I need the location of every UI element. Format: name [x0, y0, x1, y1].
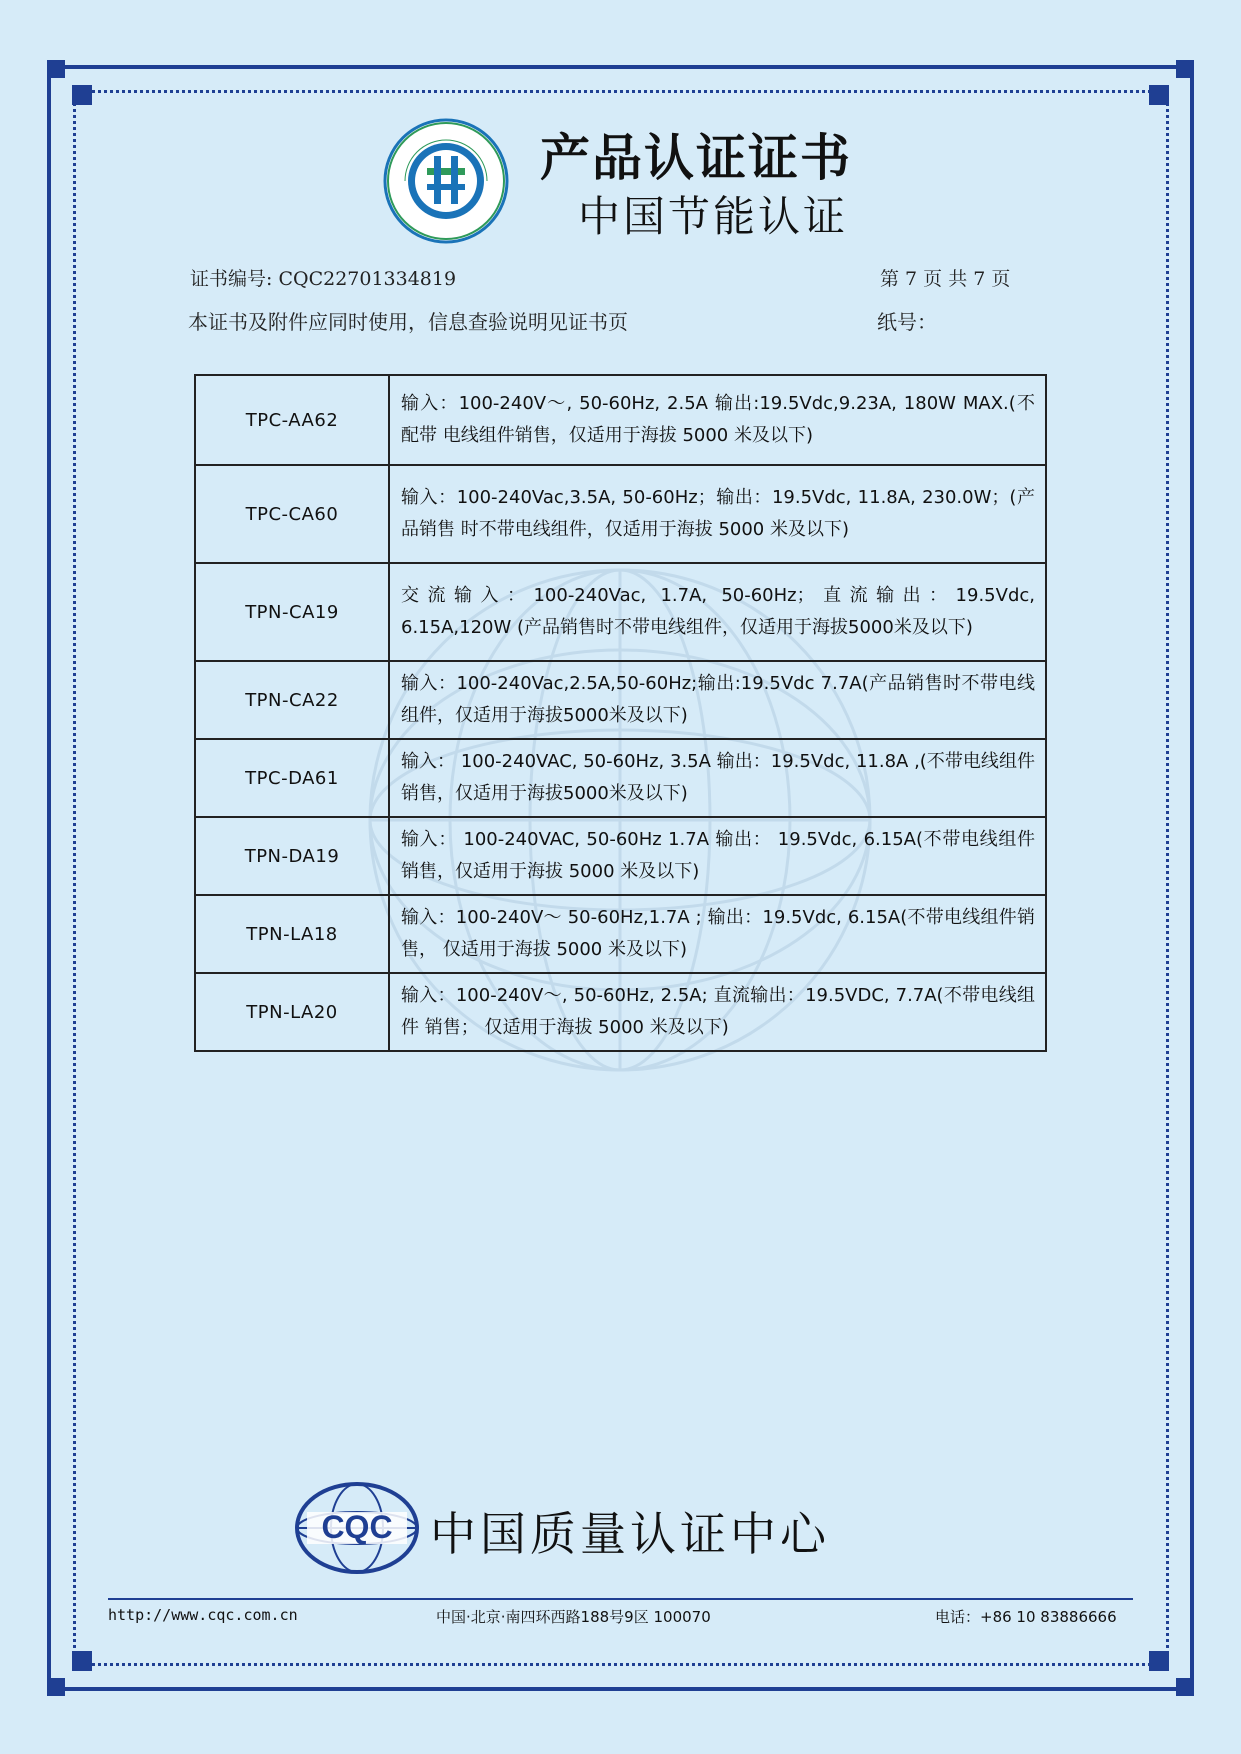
model-spec-table — [194, 374, 1047, 1052]
table-row — [195, 661, 1046, 739]
table-row — [195, 465, 1046, 563]
cqc-logo-text: CQC — [321, 1509, 393, 1545]
energy-conservation-logo — [383, 118, 509, 244]
corner-ornament-top-right — [1124, 60, 1194, 130]
table-row — [195, 817, 1046, 895]
model-cell: TPN-LA18 — [195, 895, 389, 973]
organization-name: 中国质量认证中心 — [430, 1507, 830, 1561]
model-cell: TPC-DA61 — [195, 739, 389, 817]
model-cell: TPN-LA20 — [195, 973, 389, 1051]
spec-cell: 输入：100-240V～, 50-60Hz, 2.5A; 直流输出：19.5VDC, 7.7A(不带电线组件 销售； 仅适用于海拔 5000 米及以下) — [389, 973, 1046, 1051]
spec-cell: 输入：100-240V～, 50-60Hz, 2.5A 输出:19.5Vdc,9.23A, 180W MAX.(不配带 电线组件销售，仅适用于海拔 5000 米及以下) — [389, 375, 1046, 465]
certificate-title: 产品认证证书 — [540, 129, 852, 187]
spec-cell: 输入：100-240Vac,3.5A, 50-60Hz；输出：19.5Vdc, 11.8A, 230.0W；(产品销售 时不带电线组件，仅适用于海拔 5000 米及以下) — [389, 465, 1046, 563]
corner-ornament-top-left — [47, 60, 117, 130]
cert-number — [190, 264, 456, 291]
model-cell: TPN-CA19 — [195, 563, 389, 661]
phone-number: 电话：+86 10 83886666 — [935, 1608, 1117, 1626]
paper-number-label: 纸号： — [877, 310, 937, 334]
table-row — [195, 739, 1046, 817]
cert-number-value: CQC22701334819 — [278, 268, 457, 290]
spec-cell: 交流输入：100-240Vac, 1.7A, 50-60Hz；直流输出：19.5Vdc, 6.15A,120W (产品销售时不带电线组件，仅适用于海拔5000米及以下) — [389, 563, 1046, 661]
cqc-logo — [293, 1480, 421, 1576]
table-row — [195, 563, 1046, 661]
corner-ornament-bottom-left — [47, 1626, 117, 1696]
spec-cell: 输入： 100-240VAC, 50-60Hz 1.7A 输出： 19.5Vdc, 6.15A(不带电线组件销售，仅适用于海拔 5000 米及以下) — [389, 817, 1046, 895]
model-cell: TPN-CA22 — [195, 661, 389, 739]
footer-divider — [108, 1598, 1133, 1600]
model-cell: TPC-AA62 — [195, 375, 389, 465]
spec-cell: 输入： 100-240VAC, 50-60Hz, 3.5A 输出：19.5Vdc, 11.8A ,(不带电线组件销售，仅适用于海拔5000米及以下) — [389, 739, 1046, 817]
table-row — [195, 375, 1046, 465]
page-info: 第 7 页 共 7 页 — [880, 268, 1011, 290]
cert-number-label: 证书编号: — [190, 268, 273, 290]
table-row — [195, 973, 1046, 1051]
website-link[interactable]: http://www.cqc.com.cn — [108, 1606, 298, 1624]
spec-cell: 输入：100-240V～ 50-60Hz,1.7A ; 输出：19.5Vdc, 6.15A(不带电线组件销售， 仅适用于海拔 5000 米及以下) — [389, 895, 1046, 973]
corner-ornament-bottom-right — [1124, 1626, 1194, 1696]
spec-cell: 输入：100-240Vac,2.5A,50-60Hz;输出:19.5Vdc 7.7A(产品销售时不带电线 组件，仅适用于海拔5000米及以下) — [389, 661, 1046, 739]
model-cell: TPC-CA60 — [195, 465, 389, 563]
table-row — [195, 895, 1046, 973]
model-cell: TPN-DA19 — [195, 817, 389, 895]
usage-notice: 本证书及附件应同时使用，信息查验说明见证书页 — [188, 310, 628, 334]
certificate-subtitle: 中国节能认证 — [578, 192, 849, 241]
address: 中国·北京·南四环西路188号9区 100070 — [436, 1608, 711, 1626]
